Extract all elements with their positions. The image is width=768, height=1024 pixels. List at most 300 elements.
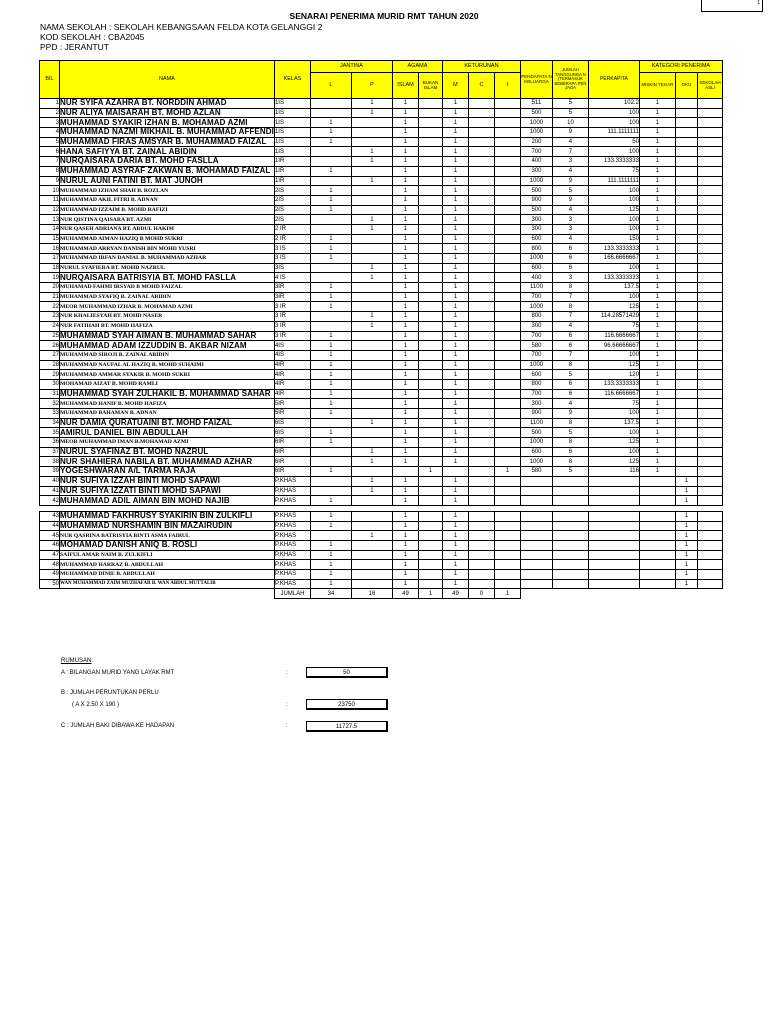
row-i — [494, 389, 520, 399]
table-row — [40, 447, 723, 457]
row-sekolah-asli — [697, 186, 722, 196]
row-islam: 1 — [392, 157, 418, 167]
row-miskin-tegar: 1 — [639, 215, 675, 225]
row-islam: 1 — [392, 224, 418, 234]
row-miskin-tegar: 1 — [639, 176, 675, 186]
row-nama: MUHAMMAD AIMAN HAZIQ B MOHD SUKRI — [60, 234, 275, 244]
row-bukan-islam — [418, 263, 442, 273]
row-bil: 12 — [40, 205, 60, 215]
row-sekolah-asli — [697, 137, 722, 147]
row-kelas: P.KHAS — [274, 521, 310, 531]
header-kelas: KELAS — [274, 61, 310, 99]
row-i — [494, 341, 520, 351]
row-bil: 23 — [40, 312, 60, 322]
row-c — [468, 540, 494, 550]
row-p: 1 — [351, 263, 392, 273]
table-body — [40, 99, 723, 589]
row-bil: 39 — [40, 467, 60, 477]
table-row — [40, 428, 723, 438]
row-kelas: 3 IR — [274, 312, 310, 322]
row-nama: MEOR MUHAMMAD IZHAR B. MOHAMAD AZMI — [60, 302, 275, 312]
row-c — [468, 521, 494, 531]
total-l: 34 — [310, 589, 351, 599]
row-sekolah-asli — [697, 550, 722, 560]
row-tanggungan: 8 — [552, 360, 588, 370]
row-l — [310, 273, 351, 283]
row-miskin-tegar: 1 — [639, 399, 675, 409]
row-bukan-islam — [418, 273, 442, 283]
row-bukan-islam — [418, 476, 442, 486]
row-c — [468, 137, 494, 147]
header-agama: AGAMA — [392, 61, 442, 73]
row-sekolah-asli — [697, 128, 722, 138]
row-tanggungan: 6 — [552, 379, 588, 389]
row-c — [468, 244, 494, 254]
row-islam: 1 — [392, 418, 418, 428]
row-l: 1 — [310, 389, 351, 399]
table-row — [40, 312, 723, 322]
row-perkapita: 100 — [588, 447, 639, 457]
row-tanggungan: 4 — [552, 137, 588, 147]
row-i — [494, 166, 520, 176]
row-c — [468, 496, 494, 506]
row-c — [468, 195, 494, 205]
totals-row — [40, 589, 723, 599]
row-pendapatan: 700 — [520, 389, 552, 399]
row-l — [310, 531, 351, 541]
row-kelas: 3 IR — [274, 321, 310, 331]
header-m: M — [442, 73, 468, 99]
row-sekolah-asli — [697, 511, 722, 521]
row-m: 1 — [442, 273, 468, 283]
row-l: 1 — [310, 540, 351, 550]
row-miskin-tegar: 1 — [639, 205, 675, 215]
row-kelas: 2IS — [274, 205, 310, 215]
row-perkapita: 100 — [588, 186, 639, 196]
row-l: 1 — [310, 118, 351, 128]
row-miskin-tegar: 1 — [639, 99, 675, 109]
row-i — [494, 531, 520, 541]
row-l: 1 — [310, 292, 351, 302]
row-i — [494, 99, 520, 109]
row-c — [468, 234, 494, 244]
row-i — [494, 254, 520, 264]
row-pendapatan — [520, 511, 552, 521]
header-oku: OKU — [675, 73, 697, 99]
row-pendapatan: 700 — [520, 292, 552, 302]
row-perkapita: 111.1111111 — [588, 176, 639, 186]
row-bil: 10 — [40, 186, 60, 196]
school-name: NAMA SEKOLAH : SEKOLAH KEBANGSAAN FELDA KOTA GELANGGI 2 — [40, 22, 323, 32]
row-islam: 1 — [392, 496, 418, 506]
row-miskin-tegar: 1 — [639, 157, 675, 167]
row-l — [310, 476, 351, 486]
row-oku — [675, 283, 697, 293]
row-oku: 1 — [675, 496, 697, 506]
row-pendapatan — [520, 550, 552, 560]
row-l: 1 — [310, 283, 351, 293]
row-c — [468, 399, 494, 409]
row-l — [310, 147, 351, 157]
row-l — [310, 486, 351, 496]
row-islam: 1 — [392, 118, 418, 128]
row-i — [494, 195, 520, 205]
row-c — [468, 128, 494, 138]
row-tanggungan: 4 — [552, 234, 588, 244]
row-sekolah-asli — [697, 418, 722, 428]
row-perkapita — [588, 486, 639, 496]
row-c — [468, 302, 494, 312]
table-row — [40, 137, 723, 147]
row-bukan-islam — [418, 379, 442, 389]
row-pendapatan: 1100 — [520, 283, 552, 293]
row-tanggungan: 6 — [552, 447, 588, 457]
row-i — [494, 234, 520, 244]
row-perkapita: 100 — [588, 263, 639, 273]
row-m: 1 — [442, 438, 468, 448]
row-perkapita: 133.3333333 — [588, 273, 639, 283]
row-bil: 11 — [40, 195, 60, 205]
row-l: 1 — [310, 331, 351, 341]
row-kelas: P.KHAS — [274, 486, 310, 496]
row-nama: MUHAMMAD ARRYAN DANISH BIN MOHD YUSRI — [60, 244, 275, 254]
row-i — [494, 496, 520, 506]
row-oku — [675, 195, 697, 205]
row-nama: NUR QISTINA QAISARA BT. AZMI — [60, 215, 275, 225]
row-miskin-tegar: 1 — [639, 263, 675, 273]
row-nama: MUHAMMAD FIRAS AMSYAR B. MUHAMMAD FAIZAL — [60, 137, 275, 147]
row-pendapatan: 600 — [520, 263, 552, 273]
row-kelas: 1IS — [274, 137, 310, 147]
row-i — [494, 244, 520, 254]
row-p — [351, 438, 392, 448]
row-perkapita — [588, 531, 639, 541]
header-miskin-tegar: MISKIN TEGAR — [639, 73, 675, 99]
row-c — [468, 438, 494, 448]
row-p — [351, 550, 392, 560]
row-miskin-tegar: 1 — [639, 457, 675, 467]
row-i — [494, 570, 520, 580]
row-pendapatan — [520, 540, 552, 550]
row-bukan-islam — [418, 399, 442, 409]
row-islam: 1 — [392, 531, 418, 541]
row-c — [468, 312, 494, 322]
row-c — [468, 360, 494, 370]
row-tanggungan: 7 — [552, 350, 588, 360]
row-islam: 1 — [392, 476, 418, 486]
row-p — [351, 560, 392, 570]
table-row — [40, 496, 723, 506]
row-islam: 1 — [392, 273, 418, 283]
row-bukan-islam — [418, 360, 442, 370]
row-c — [468, 379, 494, 389]
row-nama: NUR FATIHAH BT. MOHD HAFIZA — [60, 321, 275, 331]
row-nama: WAN MUHAMMAD ZAIM MUZHAFAR B. WAN ABDUL MUTTALIB — [60, 579, 275, 589]
table-row — [40, 511, 723, 521]
row-islam: 1 — [392, 457, 418, 467]
row-tanggungan — [552, 579, 588, 589]
rumusan-b-colon: : — [286, 702, 288, 708]
row-p — [351, 428, 392, 438]
row-perkapita: 114.28571429 — [588, 312, 639, 322]
row-pendapatan: 1000 — [520, 128, 552, 138]
row-p — [351, 341, 392, 351]
row-c — [468, 579, 494, 589]
row-oku — [675, 99, 697, 109]
row-tanggungan: 7 — [552, 147, 588, 157]
row-sekolah-asli — [697, 215, 722, 225]
row-kelas: 4IR — [274, 360, 310, 370]
row-c — [468, 457, 494, 467]
row-c — [468, 418, 494, 428]
row-oku: 1 — [675, 511, 697, 521]
row-c — [468, 428, 494, 438]
row-m: 1 — [442, 186, 468, 196]
row-miskin-tegar — [639, 486, 675, 496]
row-l: 1 — [310, 428, 351, 438]
row-l — [310, 263, 351, 273]
row-sekolah-asli — [697, 560, 722, 570]
row-sekolah-asli — [697, 263, 722, 273]
row-c — [468, 447, 494, 457]
row-tanggungan — [552, 550, 588, 560]
row-oku — [675, 389, 697, 399]
row-miskin-tegar: 1 — [639, 137, 675, 147]
row-miskin-tegar: 1 — [639, 341, 675, 351]
row-perkapita: 100 — [588, 292, 639, 302]
row-oku — [675, 234, 697, 244]
row-nama: AMIRUL DANIEL BIN ABDULLAH — [60, 428, 275, 438]
row-pendapatan — [520, 476, 552, 486]
row-i — [494, 128, 520, 138]
row-m: 1 — [442, 137, 468, 147]
row-oku — [675, 147, 697, 157]
row-l — [310, 176, 351, 186]
row-bukan-islam — [418, 166, 442, 176]
row-m: 1 — [442, 147, 468, 157]
row-oku — [675, 224, 697, 234]
row-perkapita: 116.6666667 — [588, 389, 639, 399]
row-oku: 1 — [675, 550, 697, 560]
row-islam: 1 — [392, 428, 418, 438]
row-m — [442, 467, 468, 477]
row-c — [468, 350, 494, 360]
row-bil: 26 — [40, 341, 60, 351]
row-m: 1 — [442, 457, 468, 467]
row-oku — [675, 186, 697, 196]
row-p: 1 — [351, 447, 392, 457]
row-nama: MUHAMMAD DINIE B. ABDULLAH — [60, 570, 275, 580]
row-sekolah-asli — [697, 476, 722, 486]
row-sekolah-asli — [697, 176, 722, 186]
row-c — [468, 283, 494, 293]
row-miskin-tegar: 1 — [639, 467, 675, 477]
row-p — [351, 331, 392, 341]
row-kelas: 5IR — [274, 409, 310, 419]
row-oku — [675, 331, 697, 341]
row-tanggungan: 6 — [552, 331, 588, 341]
row-c — [468, 205, 494, 215]
row-m: 1 — [442, 447, 468, 457]
row-i — [494, 457, 520, 467]
row-c — [468, 157, 494, 167]
row-pendapatan: 300 — [520, 399, 552, 409]
row-i — [494, 157, 520, 167]
row-pendapatan — [520, 570, 552, 580]
row-perkapita: 100 — [588, 350, 639, 360]
row-m: 1 — [442, 399, 468, 409]
row-perkapita: 133.3333333 — [588, 244, 639, 254]
row-nama: MUHAMMAD ADIL AIMAN BIN MOHD NAJIB — [60, 496, 275, 506]
row-sekolah-asli — [697, 283, 722, 293]
row-m: 1 — [442, 521, 468, 531]
row-perkapita: 75 — [588, 166, 639, 176]
row-tanggungan — [552, 570, 588, 580]
table-row — [40, 215, 723, 225]
row-sekolah-asli — [697, 341, 722, 351]
row-bil: 42 — [40, 496, 60, 506]
row-miskin-tegar: 1 — [639, 428, 675, 438]
row-nama: HANA SAFIYYA BT. ZAINAL ABIDIN — [60, 147, 275, 157]
row-m: 1 — [442, 312, 468, 322]
table-row — [40, 186, 723, 196]
row-bil: 37 — [40, 447, 60, 457]
row-islam: 1 — [392, 389, 418, 399]
row-kelas: 4IR — [274, 389, 310, 399]
row-bil: 50 — [40, 579, 60, 589]
row-bukan-islam: 1 — [418, 467, 442, 477]
row-l: 1 — [310, 254, 351, 264]
row-bukan-islam — [418, 531, 442, 541]
row-bukan-islam — [418, 457, 442, 467]
row-bil: 48 — [40, 560, 60, 570]
row-kelas: 4IS — [274, 350, 310, 360]
row-sekolah-asli — [697, 496, 722, 506]
row-p — [351, 511, 392, 521]
row-l: 1 — [310, 570, 351, 580]
row-bukan-islam — [418, 195, 442, 205]
row-bil: 29 — [40, 370, 60, 380]
row-oku — [675, 457, 697, 467]
row-nama: MUHAMMAD FAKHRUSY SYAKIRIN BIN ZULKIFLI — [60, 511, 275, 521]
row-l — [310, 457, 351, 467]
row-i — [494, 476, 520, 486]
row-kelas: 1IR — [274, 176, 310, 186]
row-bukan-islam — [418, 438, 442, 448]
row-l: 1 — [310, 195, 351, 205]
row-nama: NUR ALIYA MAISARAH BT. MOHD AZLAN — [60, 108, 275, 118]
row-c — [468, 560, 494, 570]
row-m: 1 — [442, 550, 468, 560]
row-pendapatan — [520, 560, 552, 570]
row-kelas: 6IR — [274, 447, 310, 457]
header-p: P — [351, 73, 392, 99]
row-bukan-islam — [418, 176, 442, 186]
row-islam: 1 — [392, 341, 418, 351]
row-perkapita — [588, 570, 639, 580]
row-nama: NUR QASRINA BATRISYIA BINTI ASMA FAIRUL — [60, 531, 275, 541]
row-perkapita: 133.3333333 — [588, 379, 639, 389]
row-miskin-tegar: 1 — [639, 302, 675, 312]
row-c — [468, 467, 494, 477]
row-nama: MUHAMMAD NAZMI MIKHAIL B. MUHAMMAD AFFENDI — [60, 127, 274, 137]
row-bukan-islam — [418, 428, 442, 438]
row-perkapita: 120 — [588, 370, 639, 380]
row-miskin-tegar: 1 — [639, 292, 675, 302]
table-row — [40, 234, 723, 244]
row-miskin-tegar: 1 — [639, 331, 675, 341]
row-sekolah-asli — [697, 244, 722, 254]
row-islam: 1 — [392, 137, 418, 147]
row-sekolah-asli — [697, 99, 722, 109]
row-tanggungan: 9 — [552, 128, 588, 138]
row-bukan-islam — [418, 409, 442, 419]
row-islam: 1 — [392, 205, 418, 215]
row-perkapita: 100 — [588, 195, 639, 205]
row-tanggungan: 6 — [552, 263, 588, 273]
row-tanggungan: 8 — [552, 418, 588, 428]
row-perkapita: 125 — [588, 302, 639, 312]
row-perkapita: 100 — [588, 108, 639, 118]
row-islam: 1 — [392, 166, 418, 176]
row-bukan-islam — [418, 350, 442, 360]
row-l: 1 — [310, 350, 351, 360]
table-row — [40, 389, 723, 399]
row-tanggungan: 8 — [552, 302, 588, 312]
row-m: 1 — [442, 540, 468, 550]
row-nama: MUHAMMAD BAHAMAN B. ADNAN — [60, 409, 275, 419]
row-sekolah-asli — [697, 389, 722, 399]
row-miskin-tegar: 1 — [639, 389, 675, 399]
row-perkapita: 125 — [588, 457, 639, 467]
row-m: 1 — [442, 234, 468, 244]
row-c — [468, 570, 494, 580]
row-bil: 36 — [40, 438, 60, 448]
row-m: 1 — [442, 570, 468, 580]
row-nama: MUHAMMAD NAUFAL AL HAZIQ B. MOHD SUHAIMI — [60, 360, 275, 370]
header-bil: BIL — [40, 61, 60, 99]
row-pendapatan: 1000 — [520, 457, 552, 467]
row-l: 1 — [310, 166, 351, 176]
table-row — [40, 409, 723, 419]
row-perkapita: 100 — [588, 409, 639, 419]
row-p — [351, 234, 392, 244]
row-oku — [675, 379, 697, 389]
row-bil: 22 — [40, 302, 60, 312]
header-nama: NAMA — [60, 61, 275, 99]
table-row — [40, 579, 723, 589]
row-perkapita — [588, 521, 639, 531]
row-sekolah-asli — [697, 166, 722, 176]
row-p: 1 — [351, 147, 392, 157]
row-sekolah-asli — [697, 147, 722, 157]
row-oku — [675, 254, 697, 264]
row-nama: MUHAMMAD AKIL FITRI B. ADNAN — [60, 195, 275, 205]
row-oku: 1 — [675, 570, 697, 580]
row-sekolah-asli — [697, 157, 722, 167]
row-l — [310, 321, 351, 331]
row-tanggungan: 8 — [552, 438, 588, 448]
row-bil: 6 — [40, 147, 60, 157]
row-nama: MOHAMAD AIZAT B. MOHD RAMLI — [60, 379, 275, 389]
row-bukan-islam — [418, 147, 442, 157]
row-bukan-islam — [418, 579, 442, 589]
row-pendapatan — [520, 579, 552, 589]
row-m: 1 — [442, 476, 468, 486]
total-c: 0 — [468, 589, 494, 599]
row-oku — [675, 409, 697, 419]
row-kelas: P.KHAS — [274, 476, 310, 486]
